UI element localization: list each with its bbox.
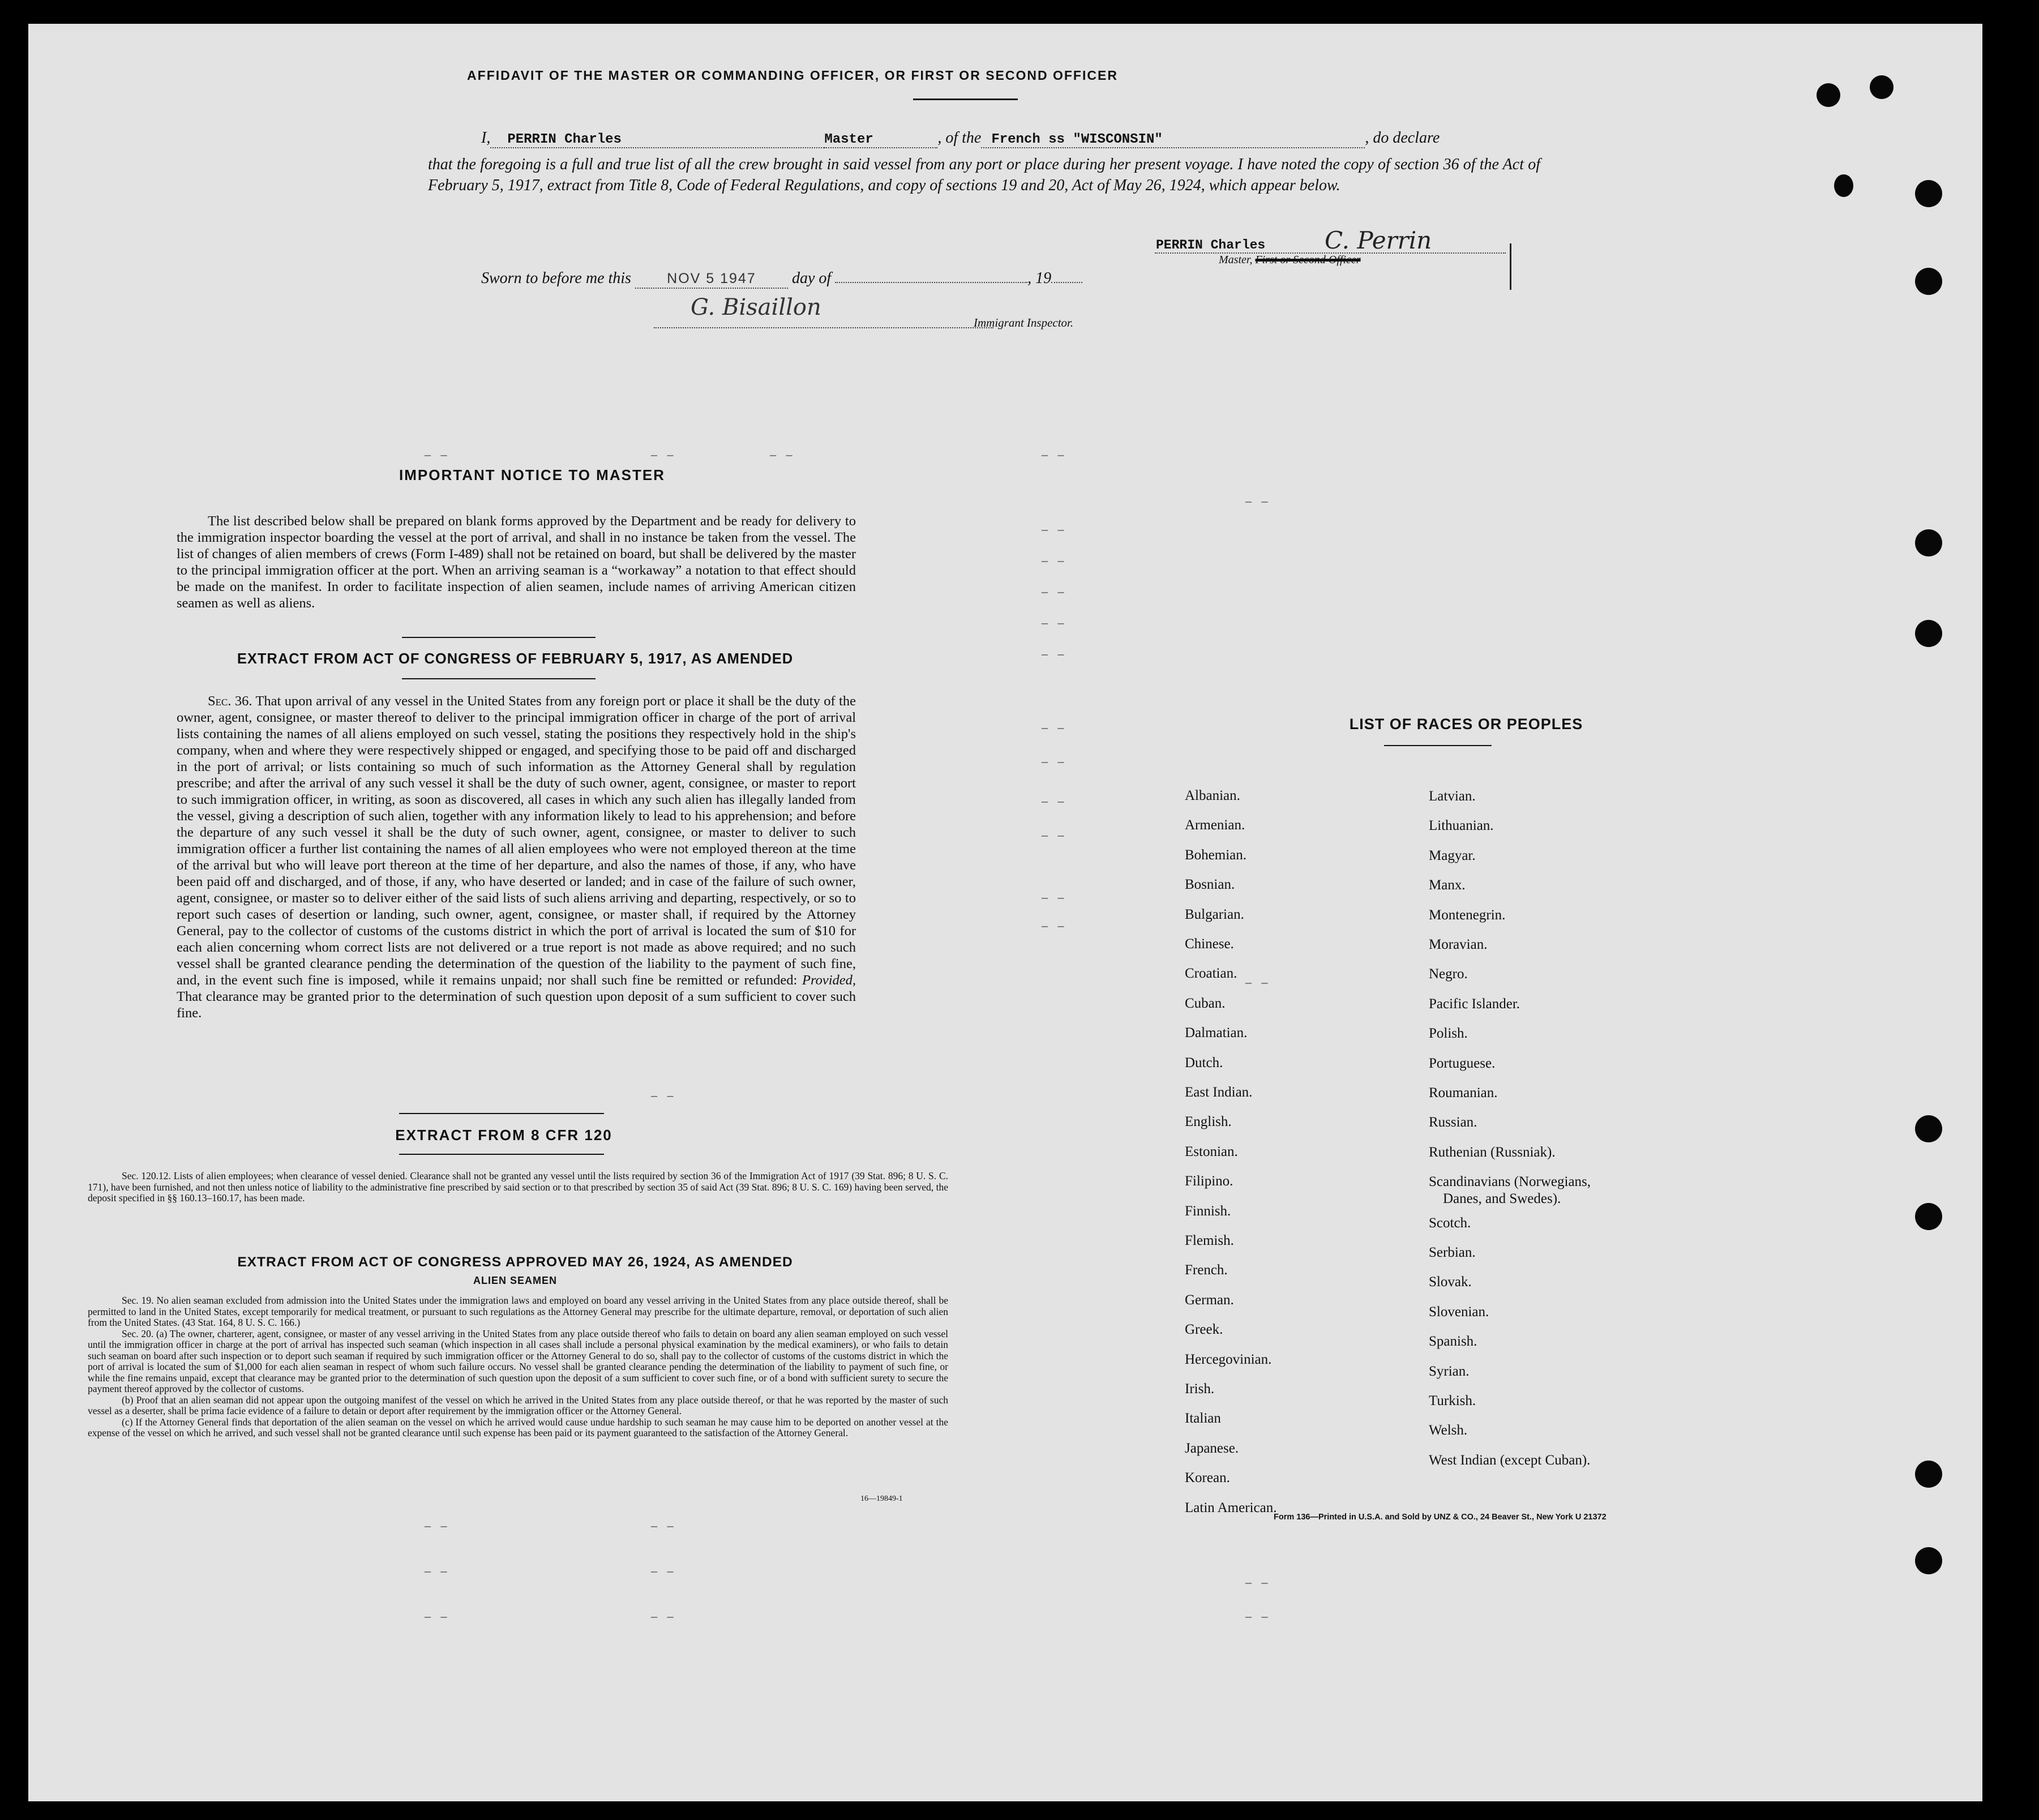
notice-body: The list described below shall be prepared on blank forms approved by the Department and be ready for delivery to the immigration inspector boarding the vessel at the port of arrival, and shall in no instance be taken from the vessel. The list of changes of alien members of crews (Form I-489) shall not be retained on board, but shall be delivered by the master to the principal immigration officer at the port. When an arriving seaman is a “workaway” a notation to that effect should be made on the manifest. In order to facilitate inspection of alien seamen, include names of arriving American citizen seamen as well as aliens. [177, 513, 856, 611]
scan-dash: – – [651, 1088, 677, 1102]
act1924-subtitle: ALIEN SEAMEN [473, 1275, 557, 1286]
signer-caption [1219, 254, 1361, 267]
divider-4 [399, 1154, 604, 1155]
scan-dash: – – [1245, 494, 1271, 508]
title-underline [913, 99, 1018, 100]
affidavit-declaration-line [481, 129, 1557, 148]
scan-dash: – – [1245, 1609, 1271, 1623]
divider-1 [402, 637, 596, 638]
affidavit-vessel-field [981, 129, 1365, 148]
race-left-item: Latin American. [1185, 1500, 1277, 1515]
affidavit-vessel-typed: French ss "WISCONSIN" [991, 132, 1163, 147]
binder-hole [1915, 1203, 1942, 1230]
binder-hole [1915, 1547, 1942, 1574]
scan-dash: – – [770, 447, 796, 461]
sworn-text: Sworn to before me this [481, 269, 631, 287]
race-left-item: Filipino. [1185, 1174, 1233, 1189]
race-left-item: Cuban. [1185, 995, 1226, 1011]
scan-dash: – – [1042, 828, 1068, 842]
inspector-signature: G. Bisaillon [691, 294, 821, 320]
affidavit-name-typed: PERRIN Charles [507, 132, 622, 147]
binder-hole [1834, 174, 1853, 197]
sec36-text-b: That clearance may be granted prior to the determination of such question upon deposit of a sum sufficient to cover such fine. [177, 989, 856, 1021]
sec20c-text: (c) If the Attorney General finds that deportation of the alien seaman on the vessel on which he arrived would cause undue hardship to such seaman he may cause him to be deported on another vessel at the expense of the vessel on which he arrived, and such vessel shall not be granted clearance until such expense has been paid or its payment guaranteed to the satisfaction of the Attorney General. [88, 1416, 948, 1438]
scan-dash: – – [1042, 918, 1068, 932]
sec20b-text: (b) Proof that an alien seaman did not appear upon the outgoing manifest of the vessel on which he arrived in the United States from any place outside thereof, or that he was reported by the master of such vessel as a deserter, shall be prima facie evidence of a failure to detain or deport after requirement by the immigration officer or the Attorney General. [88, 1394, 948, 1416]
scan-dash: – – [425, 447, 451, 461]
sworn-line [481, 269, 1082, 289]
scan-dash: – – [1042, 646, 1068, 661]
race-left-item: Italian [1185, 1411, 1221, 1427]
scan-dash: – – [1042, 553, 1068, 567]
race-left-item: Armenian. [1185, 817, 1245, 833]
notice-title: IMPORTANT NOTICE TO MASTER [399, 466, 665, 483]
sworn-date-stamp: NOV 5 1947 [667, 271, 756, 286]
scan-dash: – – [425, 1564, 451, 1578]
race-left-item: Estonian. [1185, 1144, 1238, 1159]
affidavit-of-the: , of the [937, 129, 982, 147]
race-right-item: Serbian. [1429, 1245, 1476, 1260]
sec36-provided: Provided, [802, 973, 856, 988]
race-left-item: Chinese. [1185, 936, 1234, 952]
race-left-item: Dutch. [1185, 1055, 1223, 1070]
inspector-line [654, 327, 993, 328]
race-right-item: Welsh. [1429, 1423, 1468, 1438]
race-right-item: Magyar. [1429, 847, 1476, 863]
binder-hole [1817, 83, 1840, 107]
race-right-item: Pacific Islander. [1429, 996, 1520, 1012]
affidavit-rank-field [824, 129, 937, 148]
extract-1917-title: EXTRACT FROM ACT OF CONGRESS OF FEBRUARY 5, 1917, AS AMENDED [237, 651, 794, 667]
sec19-text: Sec. 19. No alien seaman excluded from admission into the United States under the immigration laws and employed on board any vessel arriving in the United States from any place outside thereof, shall be permitted to land in the United States, except temporarily for medical treatment, or pursuant to such regulations as the Attorney General may prescribe for the ultimate departure, removal, or deportation of such alien from the United States. (43 Stat. 164, 8 U. S. C. 166.) [88, 1295, 948, 1328]
scan-dash: – – [651, 1609, 677, 1623]
binder-hole [1915, 180, 1942, 207]
scan-dash: – – [1042, 447, 1068, 461]
affidavit-body: that the foregoing is a full and true list of all the crew brought in said vessel from any port or place during her present voyage. I have noted the copy of section 36 of the Act of February 5, 1917, extract from Title 8, Code of Federal Regulations, and copy of sections 19 and 20, Act of May 26, 1924, which appear below. [428, 156, 1540, 194]
race-right-item: West Indian (except Cuban). [1429, 1452, 1591, 1468]
act1924-title: EXTRACT FROM ACT OF CONGRESS APPROVED MAY 26, 1924, AS AMENDED [237, 1254, 793, 1270]
scan-dash: – – [651, 1518, 677, 1532]
affidavit-title: AFFIDAVIT OF THE MASTER OR COMMANDING OFFICER, OR FIRST OR SECOND OFFICER [467, 68, 1118, 83]
race-left-item: German. [1185, 1292, 1234, 1308]
cfr120-body: Sec. 120.12. Lists of alien employees; when clearance of vessel denied. Clearance shall not be granted any vessel until the lists required by section 36 of the Immigration Act of 1917 (39 Stat. 896; 8 U. S. C. 171), have been furnished, and not then unless notice of liability to the administrative fine prescribed by said section or to that prescribed by section 35 of said Act (39 Stat. 896; 8 U. S. C. 169) having been served, the deposit specified in §§ 160.13–160.17, has been made. [88, 1170, 948, 1204]
act1924-body [88, 1295, 948, 1439]
race-left-item: East Indian. [1185, 1085, 1253, 1100]
race-left-item: Bosnian. [1185, 877, 1235, 893]
scan-dash: – – [1042, 794, 1068, 808]
binder-hole [1915, 529, 1942, 556]
scan-dash: – – [1042, 584, 1068, 598]
binder-hole [1915, 268, 1942, 295]
races-title: LIST OF RACES OR PEOPLES [1349, 716, 1583, 733]
race-left-item: Flemish. [1185, 1233, 1234, 1248]
cfr120-title: EXTRACT FROM 8 CFR 120 [395, 1127, 612, 1144]
race-right-item: Scandinavians (Norwegians, Danes, and Swedes). [1429, 1174, 1591, 1207]
sworn-month-field [835, 282, 1027, 283]
affidavit-rank-typed: Master [824, 132, 873, 147]
sec36-body [177, 693, 856, 1021]
signer-caption-master: Master, [1219, 254, 1253, 266]
race-left-item: Albanian. [1185, 788, 1240, 803]
binder-hole [1915, 1115, 1942, 1142]
sec36-label: Sec. 36. [208, 693, 252, 709]
race-left-item: French. [1185, 1262, 1228, 1278]
signer-caption-struck: First or Second Officer [1255, 254, 1361, 266]
sworn-day-of: day of [791, 269, 832, 287]
scan-dash: – – [651, 447, 677, 461]
sworn-date-field [635, 269, 788, 289]
sec36-text-a: That upon arrival of any vessel in the United States from any foreign port or place it shall be the duty of the owner, agent, consignee, or master thereof to deliver to the principal immigration officer in charge of the port of arrival lists containing the names of all aliens employed on such vessel, stating the positions they respectively hold in the ship's company, when and where they were respectively shipped or engaged, and specifying those to be paid off and discharged in the port of arrival; or lists containing so much of such information as the Attorney General shall by regulation prescribe; and after the arrival of any such vessel it shall be the duty of such owner, agent, consignee, or master to report to such immigration officer, in writing, as soon as discovered, all cases in which any such alien has illegally landed from the vessel, giving a description of such alien, together with any information likely to lead to his apprehension; and before the departure of any such vessel it shall be the duty of such owner, agent, consignee, or master to deliver to such immigration officer a further list containing the names of all alien employees who were not employed thereon at the time of the arrival but who will leave port thereon at the time of her departure, and also the names of those, if any, who have been paid off and discharged, and of those, if any, who have deserted or landed; and in case of the failure of such owner, agent, consignee, or master so to deliver either of the said lists of such aliens arriving and departing, respectively, or so to report such cases of desertion or landing, such owner, agent, consignee, or master shall, if required by the Attorney General, pay to the collector of customs of the customs district in which the port of arrival is located the sum of $10 for each alien concerning whom correct lists are not delivered or a true report is not made as above required; and no such vessel shall be granted clearance pending the determination of the question of the liability to the payment of such fine, and, in the event such fine is imposed, while it remains unpaid; nor shall such fine be remitted or refunded: [177, 693, 856, 988]
affidavit-do-declare: , do declare [1365, 129, 1440, 147]
race-right-item: Manx. [1429, 877, 1466, 893]
race-right-item: Lithuanian. [1429, 818, 1494, 834]
race-left-item: Hercegovinian. [1185, 1351, 1272, 1367]
binder-hole [1915, 620, 1942, 647]
race-left-item: Korean. [1185, 1470, 1230, 1486]
race-right-item: Portuguese. [1429, 1055, 1496, 1071]
race-left-item: Finnish. [1185, 1203, 1231, 1219]
race-left-item: Dalmatian. [1185, 1025, 1248, 1041]
scan-dash: – – [1245, 975, 1271, 989]
binder-hole [1915, 1461, 1942, 1488]
race-right-item: Slovenian. [1429, 1304, 1489, 1320]
sworn-year-field [1051, 282, 1082, 283]
sec20a-text: Sec. 20. (a) The owner, charterer, agent, consignee, or master of any vessel arriving in the United States from any place outside thereof who fails to detain on board any alien seaman employed on such vessel until the immigration officer in charge at the port of arrival has inspected such seaman (which inspection in all cases shall include a personal physical examination by the medical examiners), or who fails to detain such seaman on board after such inspection or to deport such seaman if required by such immigration officer or the Attorney General to do so, shall pay to the collector of customs of the customs district in which the port of arrival is located the sum of $1,000 for each alien seaman in respect of whom such failure occurs. No vessel shall be granted clearance pending the determination of the liability to payment of such fine, or while the fine remains unpaid, except that clearance may be granted prior to the determination of such question upon the deposit of a sum sufficient to cover such fine, or of a bond with sufficient surety to secure the payment thereof approved by the collector of customs. [88, 1327, 948, 1394]
race-right-item: Scotch. [1429, 1215, 1471, 1231]
races-underline [1384, 745, 1492, 746]
race-right-item: Slovak. [1429, 1274, 1472, 1290]
race-right-item: Spanish. [1429, 1334, 1477, 1350]
signature-bracket [1510, 243, 1511, 290]
race-left-item: Croatian. [1185, 966, 1237, 982]
scan-dash: – – [1245, 1575, 1271, 1589]
race-right-item: Russian. [1429, 1115, 1477, 1130]
race-right-item: Montenegrin. [1429, 907, 1506, 923]
divider-3 [399, 1113, 604, 1114]
scan-dash: – – [1042, 615, 1068, 629]
document-page [28, 24, 1982, 1801]
master-signature: C. Perrin [1325, 226, 1432, 254]
race-right-item: Moravian. [1429, 937, 1488, 952]
race-right-item: Syrian. [1429, 1363, 1470, 1379]
sworn-year-prefix: , 19 [1027, 269, 1052, 287]
scan-dash: – – [1042, 720, 1068, 734]
binder-hole [1870, 75, 1894, 99]
form-footer: Form 136—Printed in U.S.A. and Sold by UNZ & CO., 24 Beaver St., New York U 21372 [1274, 1513, 1607, 1522]
affidavit-i: I, [481, 129, 491, 147]
race-left-item: Bohemian. [1185, 847, 1247, 863]
scan-dash: – – [1042, 522, 1068, 536]
race-right-item: Turkish. [1429, 1393, 1476, 1408]
scan-dash: – – [651, 1564, 677, 1578]
inspector-caption: Immigrant Inspector. [974, 316, 1074, 329]
race-left-item: English. [1185, 1114, 1232, 1130]
race-left-item: Bulgarian. [1185, 906, 1244, 922]
scan-dash: – – [1042, 754, 1068, 768]
race-right-item: Roumanian. [1429, 1085, 1498, 1100]
signer-typed-name: PERRIN Charles [1156, 238, 1266, 252]
affidavit-name-field [490, 129, 824, 148]
race-left-item: Japanese. [1185, 1440, 1239, 1456]
scan-dash: – – [1042, 890, 1068, 904]
race-right-item: Negro. [1429, 966, 1468, 982]
race-left-item: Greek. [1185, 1322, 1223, 1338]
race-right-item: Polish. [1429, 1026, 1468, 1042]
race-left-item: Irish. [1185, 1381, 1215, 1397]
race-right-item: Ruthenian (Russniak). [1429, 1144, 1556, 1160]
scan-dash: – – [425, 1518, 451, 1532]
race-right-item: Latvian. [1429, 789, 1476, 804]
divider-2 [402, 678, 596, 679]
print-code: 16—19849-1 [860, 1494, 903, 1503]
scan-dash: – – [425, 1609, 451, 1623]
